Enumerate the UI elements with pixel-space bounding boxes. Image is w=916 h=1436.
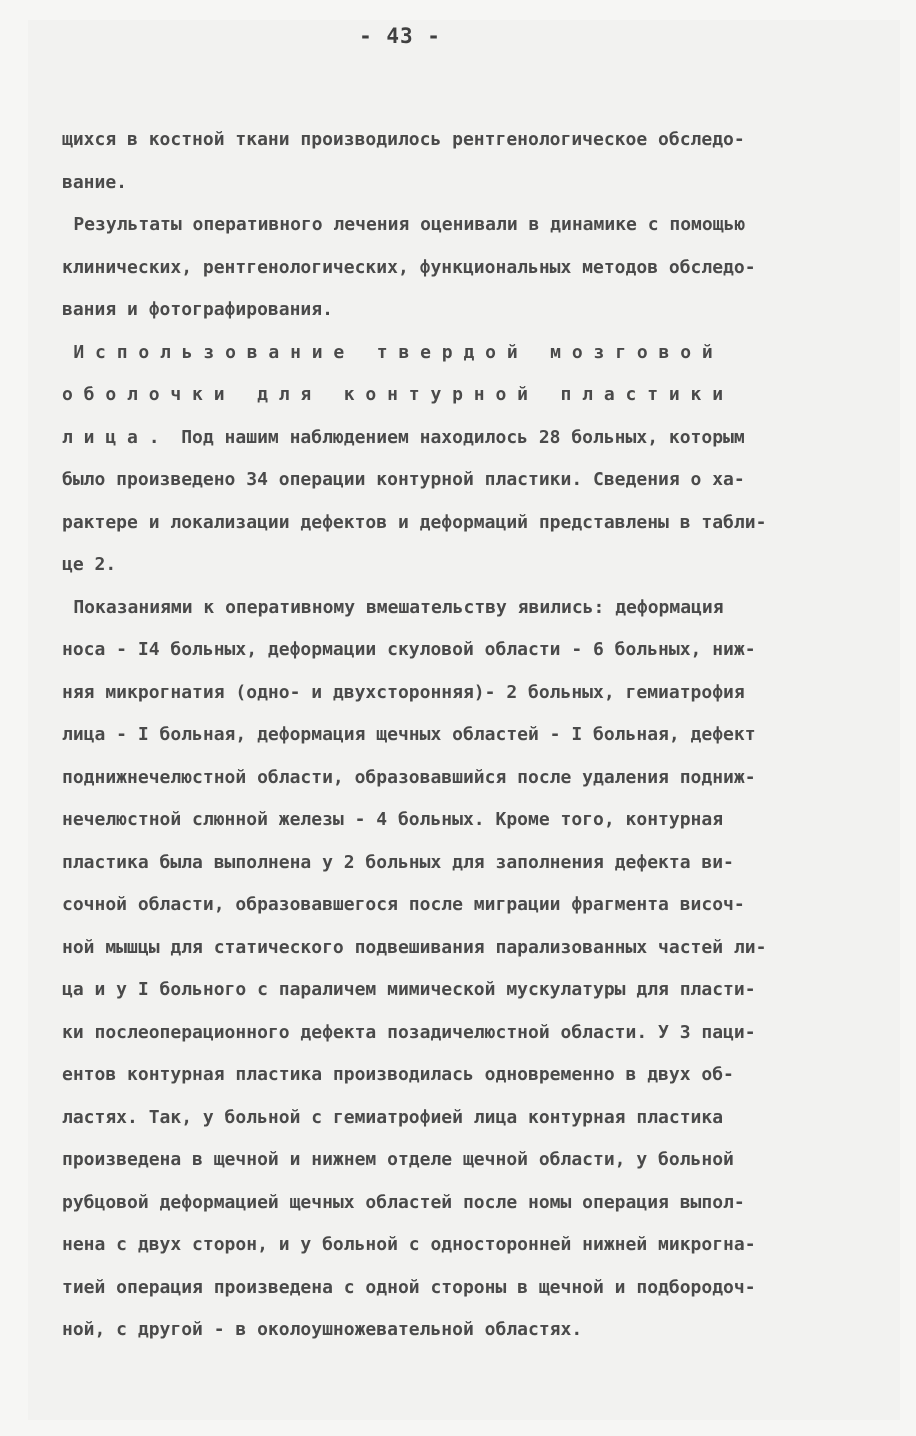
text-line: нечелюстной слюнной железы - 4 больных. Кроме того, контурная bbox=[62, 809, 724, 830]
text-line: нена с двух сторон, и у больной с односторонней нижней микрогна- bbox=[62, 1234, 756, 1255]
text-line-emphasized: И с п о л ь з о в а н и е т в е р д о й м о з г о в о й bbox=[30, 342, 713, 363]
text-line: лица - I больная, деформация щечных областей - I больная, дефект bbox=[62, 724, 756, 745]
text-line: клинических, рентгенологических, функциональных методов обследо- bbox=[62, 257, 756, 278]
page-number: - 43 - bbox=[359, 24, 441, 48]
text-line: щихся в костной ткани производилось рентгенологическое обследо- bbox=[62, 129, 745, 150]
text-line: ной мышцы для статического подвешивания парализованных частей ли- bbox=[62, 937, 767, 958]
text-line: ки послеоперационного дефекта позадичелюстной области. У 3 паци- bbox=[62, 1022, 756, 1043]
text-line: ца и у I больного с параличем мимической мускулатуры для пласти- bbox=[62, 979, 756, 1000]
text-line: тией операция произведена с одной стороны в щечной и подбородоч- bbox=[62, 1277, 756, 1298]
text-line: пластика была выполнена у 2 больных для заполнения дефекта ви- bbox=[62, 852, 734, 873]
text-line: ной, с другой - в околоушножевательной областях. bbox=[62, 1319, 583, 1340]
text-line-emphasized: о б о л о ч к и д л я к о н т у р н о й п л а с т и к и bbox=[62, 384, 724, 405]
text-line: рактере и локализации дефектов и деформаций представлены в табли- bbox=[62, 512, 767, 533]
text-line: Результаты оперативного лечения оценивали в динамике с помощью bbox=[30, 214, 746, 235]
text-line: произведена в щечной и нижнем отделе щечной области, у больной bbox=[62, 1149, 734, 1170]
text-line: было произведено 34 операции контурной пластики. Сведения о ха- bbox=[62, 469, 745, 490]
text-line: л и ц а . Под нашим наблюдением находилось 28 больных, которым bbox=[62, 427, 745, 448]
text-line: це 2. bbox=[62, 554, 117, 575]
text-line: вание. bbox=[62, 172, 128, 193]
text-line: поднижнечелюстной области, образовавшийся после удаления подниж- bbox=[62, 767, 756, 788]
text-line: рубцовой деформацией щечных областей после номы операция выпол- bbox=[62, 1192, 745, 1213]
text-line: вания и фотографирования. bbox=[62, 299, 333, 320]
text-line: ентов контурная пластика производилась одновременно в двух об- bbox=[62, 1064, 734, 1085]
text-line: няя микрогнатия (одно- и двухсторонняя)- 2 больных, гемиатрофия bbox=[62, 682, 745, 703]
text-line: сочной области, образовавшегося после миграции фрагмента височ- bbox=[62, 894, 745, 915]
text-line: ластях. Так, у больной с гемиатрофией лица контурная пластика bbox=[62, 1107, 724, 1128]
text-line: Показаниями к оперативному вмешательству явились: деформация bbox=[30, 597, 724, 618]
text-line: носа - I4 больных, деформации скуловой области - 6 больных, ниж- bbox=[62, 639, 756, 660]
